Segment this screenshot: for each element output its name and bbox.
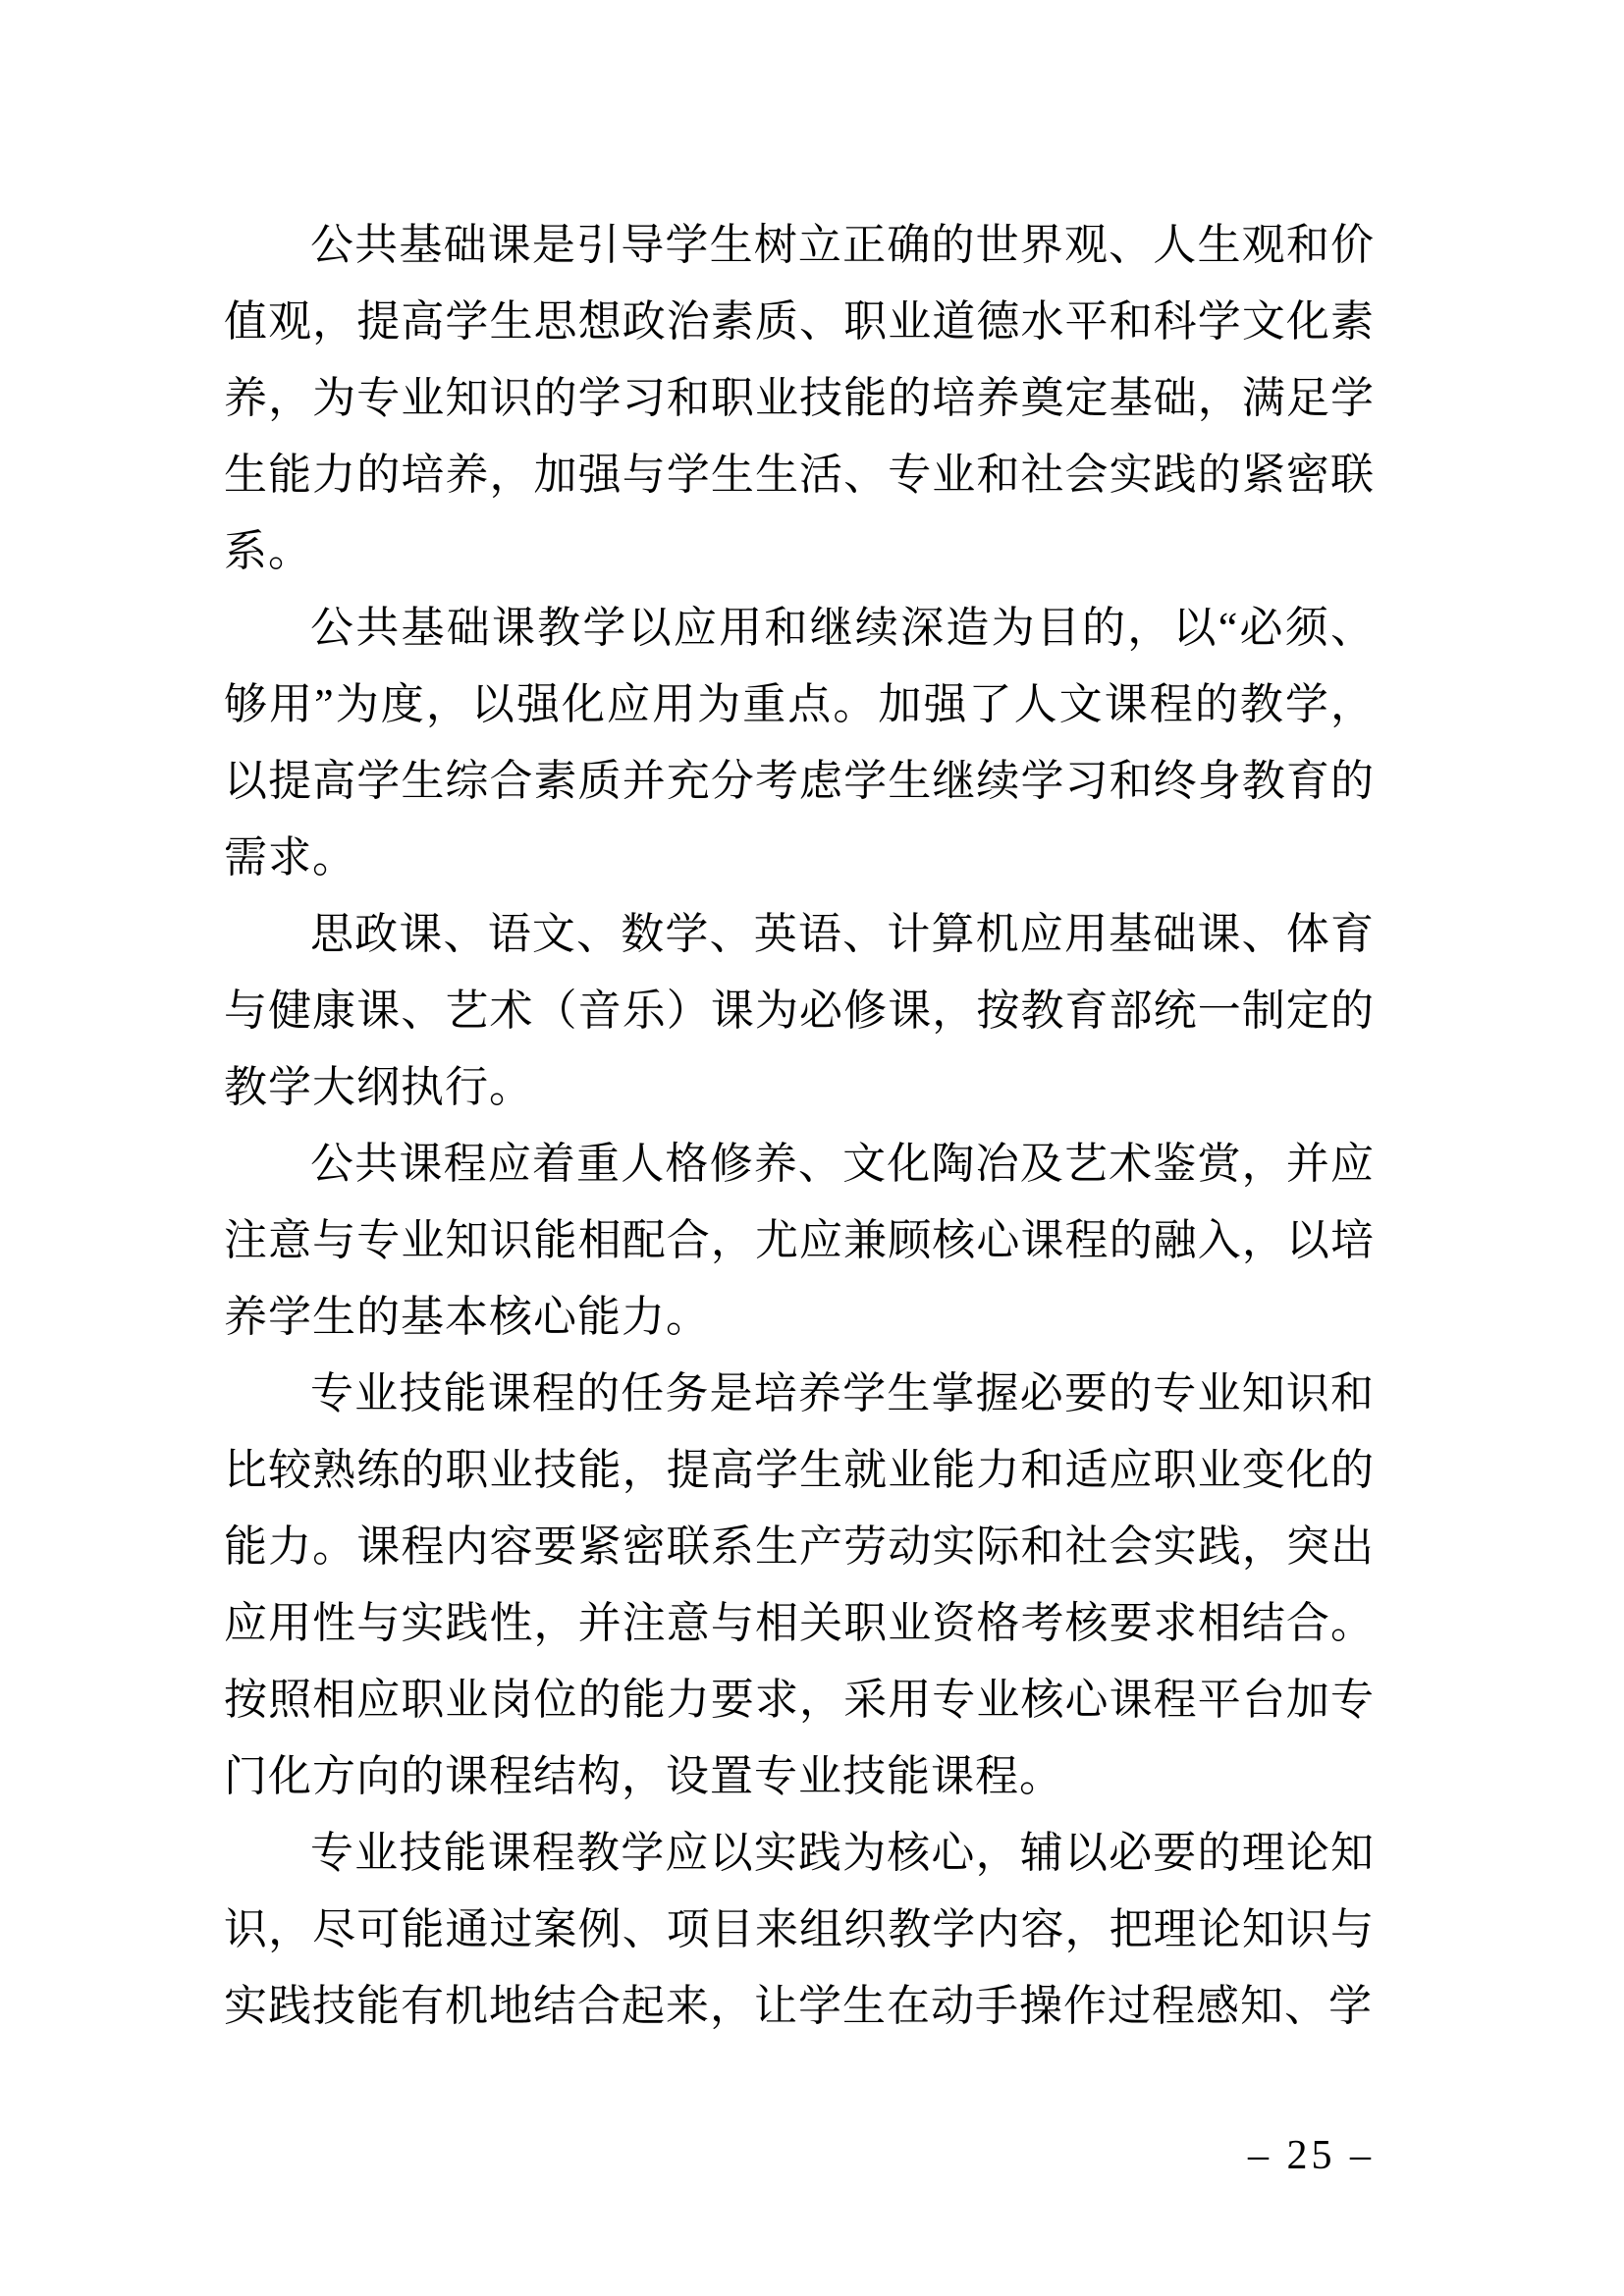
paragraph-public-courses-emphasis: 公共课程应着重人格修养、文化陶冶及艺术鉴赏，并应注意与专业知识能相配合，尤应兼顾核心课程的融入，以培养学生的基本核心能力。	[224, 1140, 1375, 1341]
paragraph-vocational-skill-courses-teaching: 专业技能课程教学应以实践为核心，辅以必要的理论知识，尽可能通过案例、项目来组织教学内容，把理论知识与实践技能有机地结合起来，让学生在动手操作过程感知、学	[224, 1829, 1375, 2030]
paragraph-vocational-skill-courses-task: 专业技能课程的任务是培养学生掌握必要的专业知识和比较熟练的职业技能，提高学生就业能力和适应职业变化的能力。课程内容要紧密联系生产劳动实际和社会实践，突出应用性与实践性，并注意与相关职业资格考核要求相结合。按照相应职业岗位的能力要求，采用专业核心课程平台加专门化方向的课程结构，设置专业技能课程。	[224, 1369, 1375, 1800]
paragraph-public-basic-courses-teaching: 公共基础课教学以应用和继续深造为目的，以“必须、够用”为度，以强化应用为重点。加强了人文课程的教学，以提高学生综合素质并充分考虑学生继续学习和终身教育的需求。	[224, 604, 1375, 881]
page-number: – 25 –	[1248, 2133, 1375, 2178]
document-body	[224, 207, 1375, 2045]
paragraph-public-basic-courses-goal: 公共基础课是引导学生树立正确的世界观、人生观和价值观，提高学生思想政治素质、职业道德水平和科学文化素养，为专业知识的学习和职业技能的培养奠定基础，满足学生能力的培养，加强与学生生活、专业和社会实践的紧密联系。	[224, 221, 1375, 575]
paragraph-required-courses-list: 思政课、语文、数学、英语、计算机应用基础课、体育与健康课、艺术（音乐）课为必修课，按教育部统一制定的教学大纲执行。	[224, 910, 1375, 1111]
